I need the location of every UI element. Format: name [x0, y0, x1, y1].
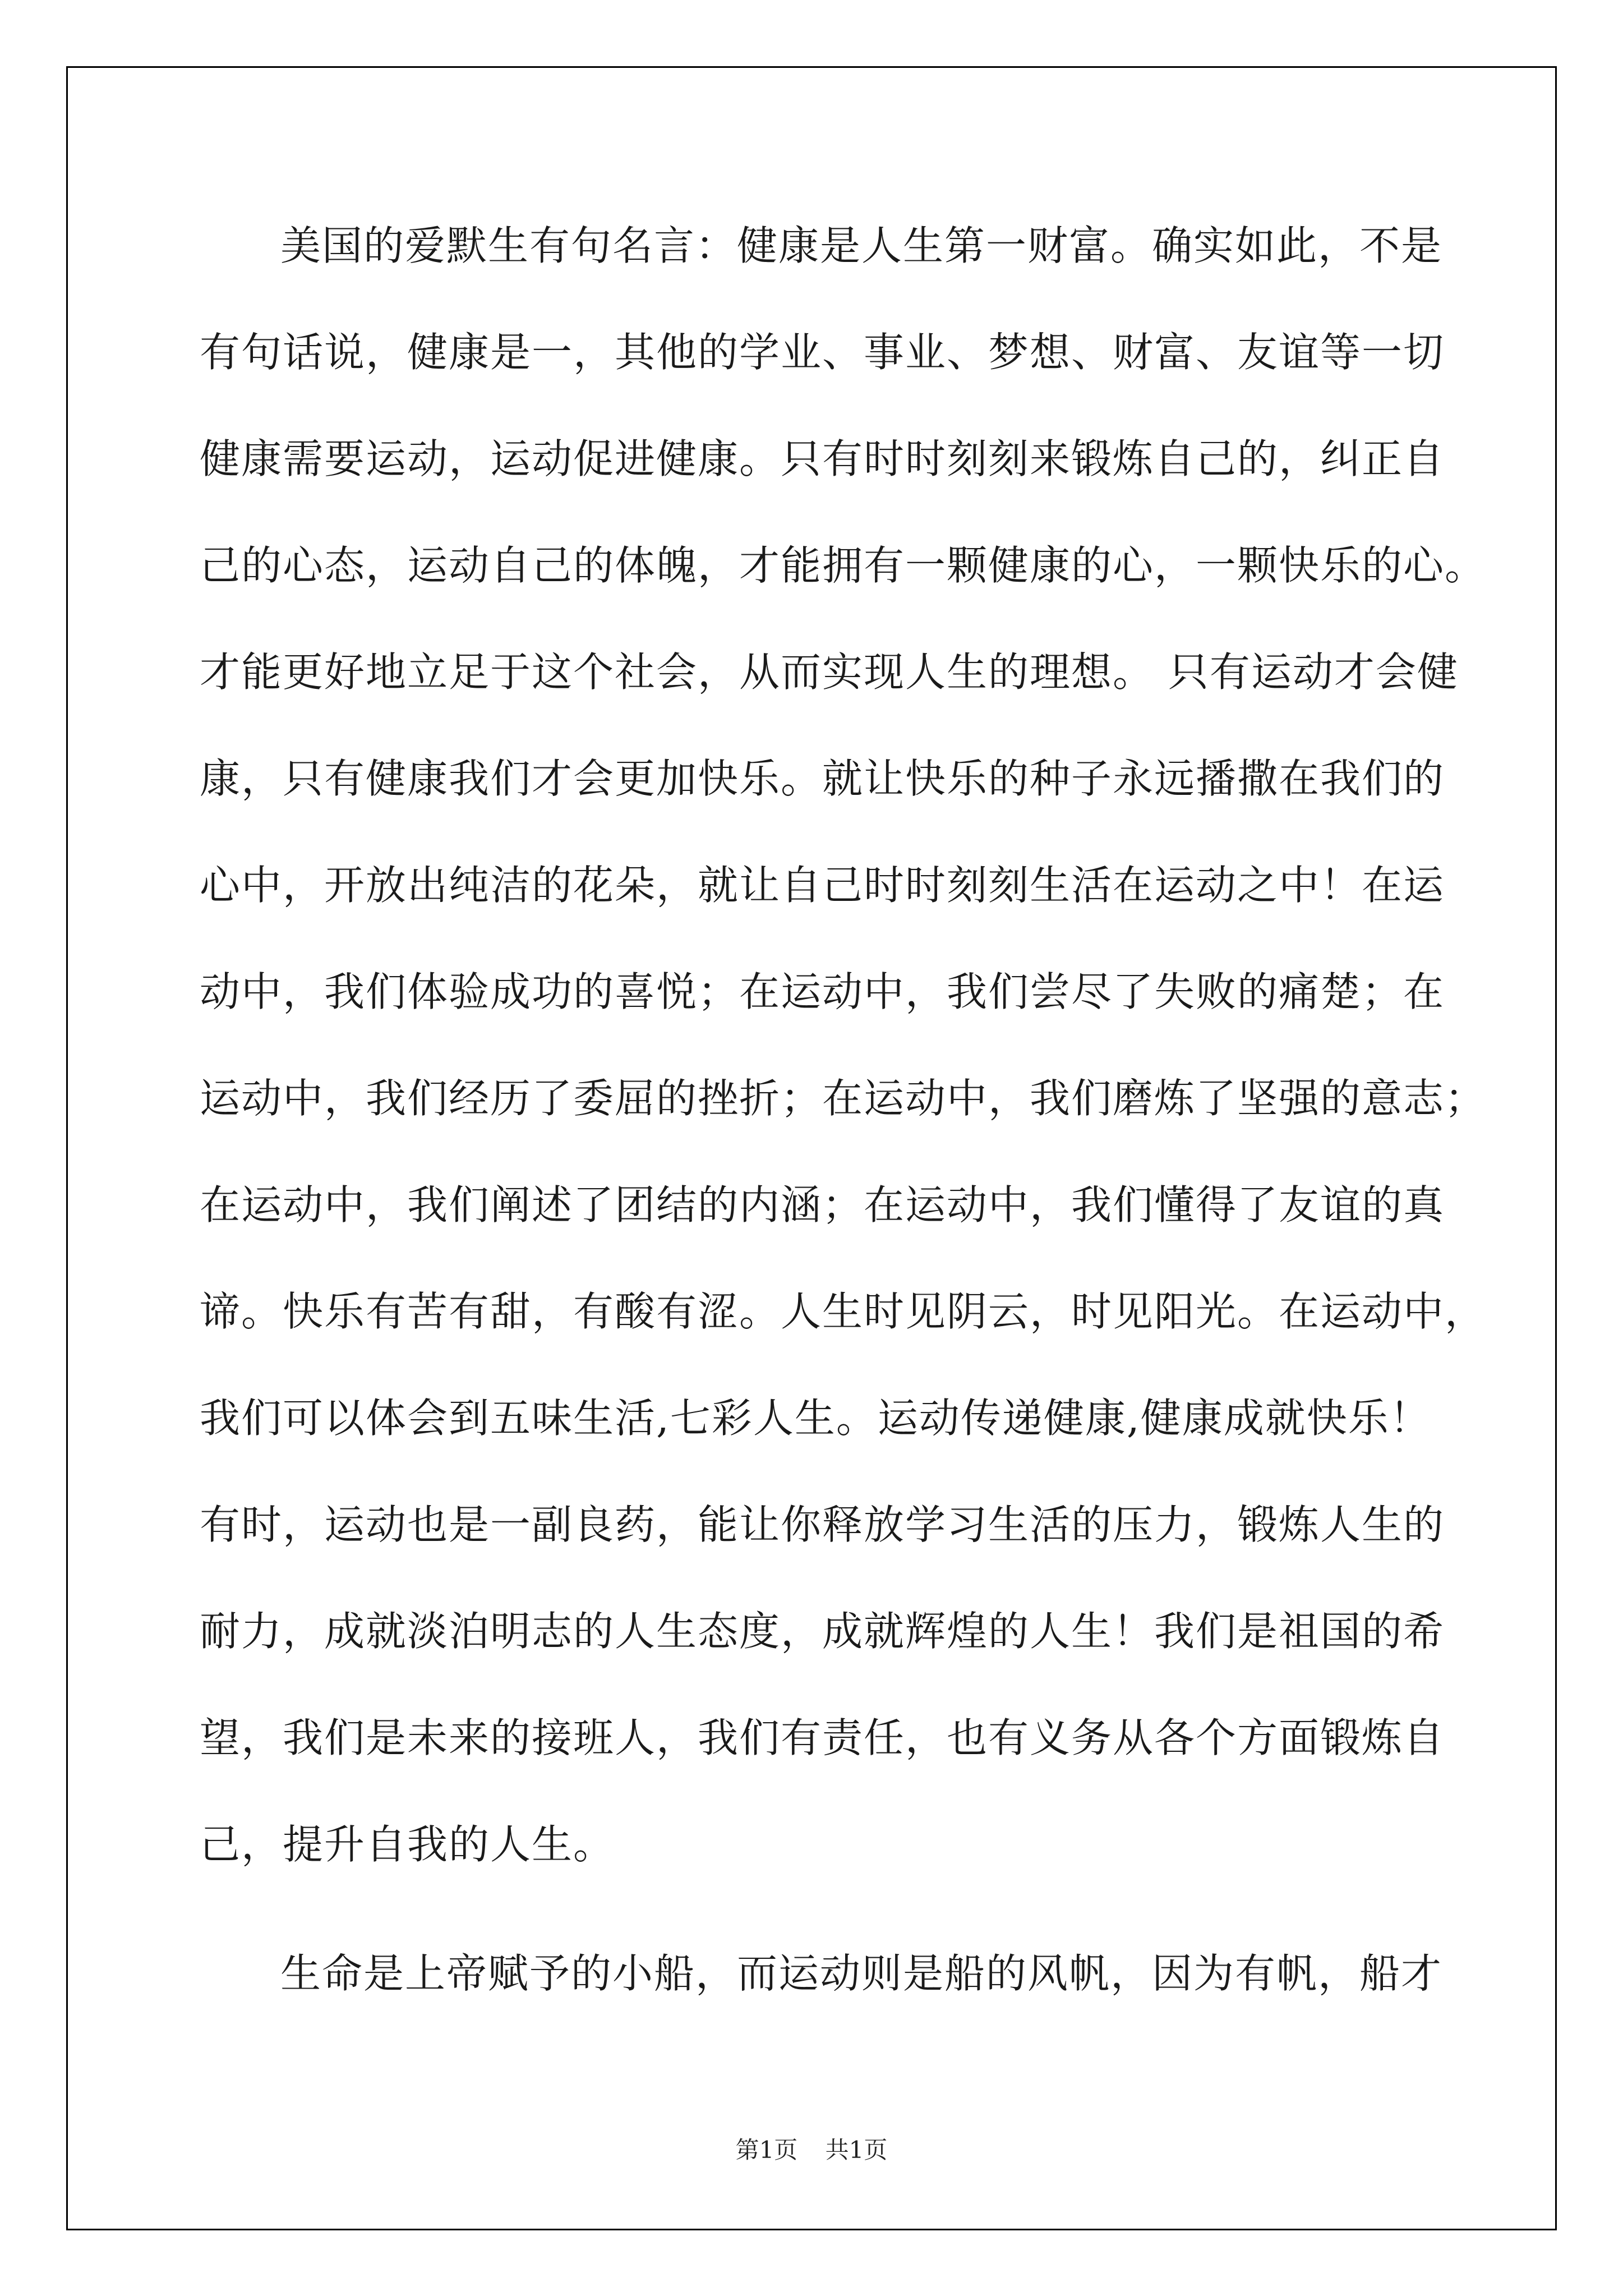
page-footer [0, 2132, 1623, 2165]
text-line: 有时，运动也是一副良药，能让你释放学习生活的压力，锻炼人生的 [200, 1501, 1445, 1548]
page-total: 共1页 [825, 2136, 888, 2164]
text-line: 健康需要运动，运动促进健康。只有时时刻刻来锻炼自己的，纠正自 [200, 435, 1445, 482]
text-line: 耐力，成就淡泊明志的人生态度，成就辉煌的人生！我们是祖国的希 [200, 1608, 1445, 1655]
paragraph-2 [200, 1945, 1443, 2052]
text-line: 我们可以体会到五味生活,七彩人生。运动传递健康,健康成就快乐！ [200, 1395, 1431, 1442]
text-line: 在运动中，我们阐述了团结的内涵；在运动中，我们懂得了友谊的真 [200, 1181, 1445, 1228]
text-line: 美国的爱默生有句名言：健康是人生第一财富。确实如此，不是 [280, 222, 1443, 269]
text-line: 才能更好地立足于这个社会，从而实现人生的理想。 只有运动才会健 [200, 648, 1459, 696]
text-line: 有句话说，健康是一，其他的学业、事业、梦想、财富、友谊等一切 [200, 329, 1445, 376]
text-line: 望，我们是未来的接班人，我们有责任，也有义务从各个方面锻炼自 [200, 1714, 1445, 1761]
paragraph-1 [200, 218, 1487, 1923]
text-line: 动中，我们体验成功的喜悦；在运动中，我们尝尽了失败的痛楚；在 [200, 968, 1445, 1015]
document-body [200, 218, 1487, 2052]
text-line: 谛。快乐有苦有甜，有酸有涩。人生时见阴云，时见阳光。在运动中， [200, 1288, 1487, 1335]
paragraph-gap [200, 1923, 1433, 1945]
text-line: 生命是上帝赋予的小船，而运动则是船的风帆，因为有帆，船才 [280, 1950, 1443, 1997]
text-line: 己，提升自我的人生。 [200, 1821, 615, 1868]
page-number: 第1页 [735, 2136, 798, 2164]
text-line: 康，只有健康我们才会更加快乐。就让快乐的种子永远播撒在我们的 [200, 755, 1445, 802]
text-line: 心中，开放出纯洁的花朵，就让自己时时刻刻生活在运动之中！在运 [200, 862, 1445, 909]
text-line: 己的心态，运动自己的体魄，才能拥有一颗健康的心，一颗快乐的心。 [200, 542, 1487, 589]
text-line: 运动中，我们经历了委屈的挫折；在运动中，我们磨炼了坚强的意志； [200, 1075, 1487, 1122]
